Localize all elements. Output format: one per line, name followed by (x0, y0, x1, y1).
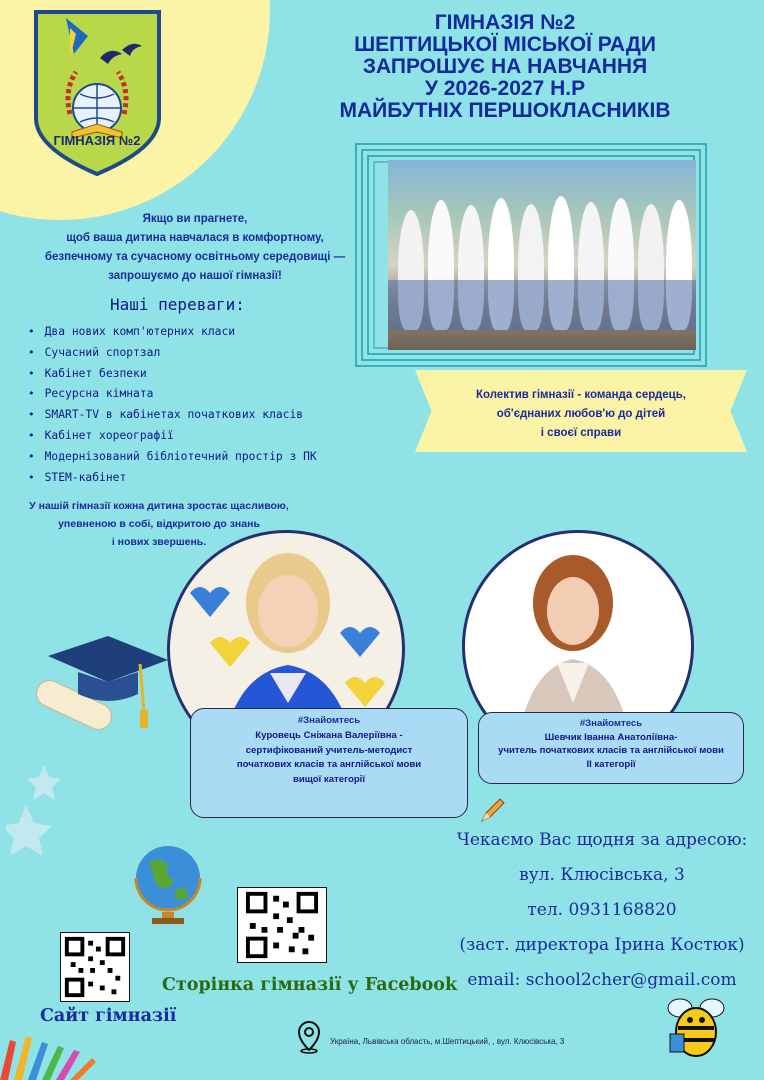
contacts-line: тел. 0931168820 (527, 900, 677, 920)
title-line: ЗАПРОШУЄ НА НАВЧАННЯ (362, 55, 648, 78)
contacts-line: Чекаємо Вас щодня за адресою: (456, 830, 748, 850)
ribbon-line: об'єднаних любов'ю до дітей (496, 408, 666, 420)
graduation-cap-icon (28, 632, 168, 748)
contacts-line: вул. Клюсівська, 3 (519, 865, 685, 885)
list-item: • Модернізований бібліотечний простір з ПК (28, 447, 317, 468)
star-icon (6, 765, 76, 855)
intro-line: щоб ваша дитина навчалася в комфортному, (66, 232, 324, 244)
teacher1-line: початкових класів та англійської мови (236, 759, 422, 771)
teacher2-tag: #Знайомтесь (579, 718, 643, 729)
teacher1-card (190, 708, 468, 818)
teacher2-line: учитель початкових класів та англійської мови (498, 745, 724, 756)
teacher2-line: ІІ категорії (586, 758, 636, 770)
title-line: ГІМНАЗІЯ №2 (434, 11, 576, 34)
team-ribbon-text (415, 386, 747, 443)
staff-group-photo (388, 160, 696, 350)
list-item: • Два нових комп'ютерних класи (28, 322, 317, 343)
intro-line: Якщо ви прагнете, (142, 213, 248, 225)
pencils-decoration (0, 1030, 120, 1080)
list-item: • Кабінет безпеки (28, 364, 317, 385)
teacher1-tag: #Знайомтесь (297, 715, 361, 726)
advantages-list (28, 322, 317, 488)
title-line: У 2026-2027 Н.Р (424, 77, 586, 100)
title-line: ШЕПТИЦЬКОЇ МІСЬКОЇ РАДИ (354, 33, 656, 56)
contacts-email[interactable]: email: school2cher@gmail.com (467, 970, 737, 990)
title-line: МАЙБУТНІХ ПЕРШОКЛАСНИКІВ (339, 99, 671, 122)
emblem-caption: ГІМНАЗІЯ №2 (53, 133, 141, 148)
mission-line: і нових звершень. (111, 536, 207, 548)
teacher2-line: Шевчик Іванна Анатоліївна- (544, 731, 678, 743)
list-item: • SMART-TV в кабінетах початкових класів (28, 405, 317, 426)
list-item: • Сучасний спортзал (28, 343, 317, 364)
list-item: • Кабінет хореографії (28, 426, 317, 447)
intro-line: безпечному та сучасному освітньому середовищі — (44, 251, 346, 263)
mission-line: упевненою в собі, відкритою до знань (58, 518, 260, 530)
page-title (250, 12, 760, 122)
contacts-line: (заст. директора Ірина Костюк) (459, 935, 745, 955)
mission-line: У нашій гімназії кожна дитина зростає щасливою, (29, 500, 289, 512)
globe-icon (128, 838, 208, 928)
bee-icon (662, 988, 732, 1060)
school-emblem-icon (30, 8, 165, 178)
teacher1-line: сертифікований учитель-методист (245, 744, 413, 756)
facebook-qr-code[interactable] (237, 887, 327, 963)
list-item: • Ресурсна кімната (28, 384, 317, 405)
teacher2-card (478, 712, 744, 784)
ribbon-line: і своєї справи (540, 427, 622, 439)
ribbon-line: Колектив гімназії - команда сердець, (476, 389, 686, 401)
pencil-icon (478, 795, 508, 825)
address-text: Україна, Львівська область, м.Шептицький, , вул. Клюсівська, 3 (330, 1037, 565, 1046)
contacts-block (440, 823, 764, 998)
site-qr-code[interactable] (60, 932, 130, 1002)
intro-text (0, 210, 390, 286)
facebook-link[interactable]: Сторінка гімназії у Facebook (162, 975, 458, 995)
location-pin-icon (296, 1020, 322, 1054)
list-item: • STEM-кабінет (28, 468, 317, 489)
site-link[interactable]: Сайт гімназії (40, 1006, 177, 1026)
advantages-title: Наші переваги: (110, 295, 245, 314)
teacher1-line: Куровець Сніжана Валеріївна - (255, 729, 403, 741)
intro-line: запрошуємо до нашої гімназії! (108, 270, 282, 282)
teacher1-line: вищої категорії (292, 774, 366, 786)
